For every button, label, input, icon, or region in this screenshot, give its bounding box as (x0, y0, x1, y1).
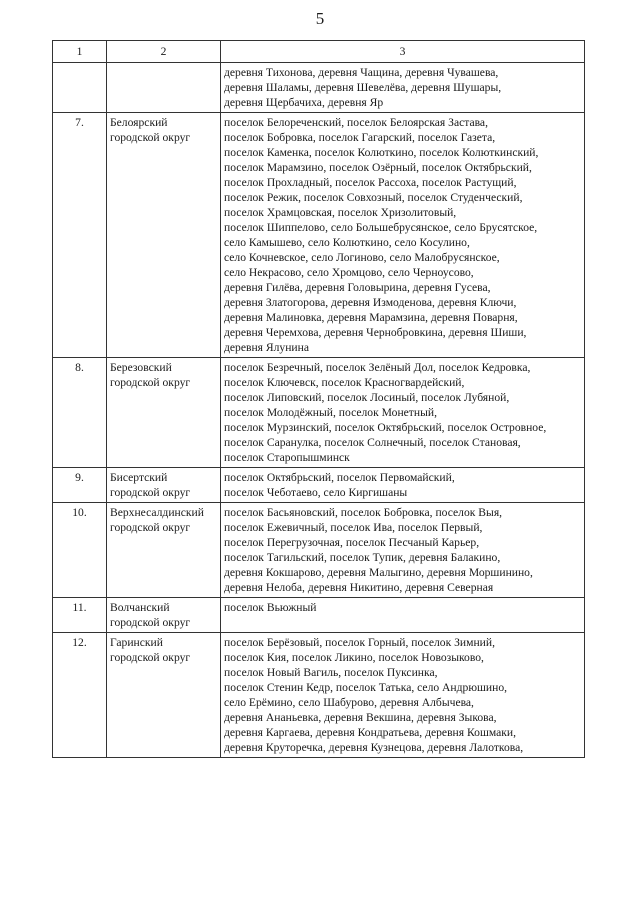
settlements-line: поселок Прохладный, поселок Рассоха, поселок Растущий, (224, 176, 517, 189)
settlements-list (221, 598, 585, 633)
municipality-name-line: городской округ (110, 486, 191, 499)
settlements-list (221, 503, 585, 598)
header-row (53, 41, 585, 63)
settlements-line: поселок Вьюжный (224, 601, 317, 614)
page-number: 5 (315, 9, 325, 28)
settlements-line: поселок Новый Вагиль, поселок Пуксинка, (224, 666, 438, 679)
settlements-line: село Камышево, село Колюткино, село Косулино, (224, 236, 470, 249)
municipality-name (107, 358, 221, 468)
settlements-line: поселок Марамзино, поселок Озёрный, поселок Октябрьский, (224, 161, 532, 174)
table-row (53, 598, 585, 633)
settlements-line: поселок Кия, поселок Ликино, поселок Новозыково, (224, 651, 484, 664)
settlements-line: поселок Берёзовый, поселок Горный, поселок Зимний, (224, 636, 495, 649)
settlements-list (221, 63, 585, 113)
municipality-name-line: Волчанский (110, 601, 170, 614)
settlements-line: поселок Ключевск, поселок Красногвардейский, (224, 376, 465, 389)
settlements-line: деревня Златогорова, деревня Измоденова, деревня Ключи, (224, 296, 517, 309)
settlements-line: деревня Шаламы, деревня Шевелёва, деревня Шушары, (224, 81, 502, 94)
settlements-line: поселок Мурзинский, поселок Октябрьский, поселок Островное, (224, 421, 547, 434)
row-number: 12. (53, 633, 107, 758)
table-row (53, 503, 585, 598)
settlements-line: поселок Липовский, поселок Лосиный, поселок Лубяной, (224, 391, 510, 404)
settlements-table (52, 40, 585, 758)
settlements-line: поселок Храмцовская, поселок Хризолитовый, (224, 206, 457, 219)
municipality-name (107, 633, 221, 758)
settlements-list (221, 358, 585, 468)
municipality-name (107, 63, 221, 113)
municipality-name (107, 468, 221, 503)
settlements-line: поселок Ежевичный, поселок Ива, поселок Первый, (224, 521, 483, 534)
municipality-name-line: Белоярский (110, 116, 168, 129)
row-number: 8. (53, 358, 107, 468)
header-col-2: 2 (107, 41, 221, 63)
header-col-1: 1 (53, 41, 107, 63)
settlements-line: поселок Режик, поселок Совхозный, поселок Студенческий, (224, 191, 523, 204)
municipality-name-line: Березовский (110, 361, 172, 374)
settlements-line: деревня Нелоба, деревня Никитино, деревня Северная (224, 581, 494, 594)
settlements-line: село Ерёмино, село Шабурово, деревня Албычева, (224, 696, 474, 709)
municipality-name-line: городской округ (110, 521, 191, 534)
settlements-list (221, 113, 585, 358)
settlements-line: поселок Басьяновский, поселок Бобровка, поселок Выя, (224, 506, 503, 519)
settlements-line: поселок Бобровка, поселок Гагарский, поселок Газета, (224, 131, 496, 144)
settlements-line: поселок Тагильский, поселок Тупик, деревня Балакино, (224, 551, 501, 564)
municipality-name (107, 598, 221, 633)
settlements-line: поселок Октябрьский, поселок Первомайский, (224, 471, 455, 484)
settlements-line: поселок Безречный, поселок Зелёный Дол, поселок Кедровка, (224, 361, 531, 374)
settlements-line: поселок Шиппелово, село Большебрусянское, село Брусятское, (224, 221, 538, 234)
settlements-line: поселок Саранулка, поселок Солнечный, поселок Становая, (224, 436, 521, 449)
settlements-line: поселок Стенин Кедр, поселок Татька, село Андрюшино, (224, 681, 508, 694)
municipality-name (107, 113, 221, 358)
settlements-line: деревня Черемхова, деревня Чернобровкина, деревня Шиши, (224, 326, 527, 339)
table-row (53, 633, 585, 758)
municipality-name-line: Верхнесалдинский (110, 506, 204, 519)
settlements-list (221, 633, 585, 758)
settlements-line: деревня Малиновка, деревня Марамзина, деревня Поварня, (224, 311, 518, 324)
municipality-name-line: городской округ (110, 616, 191, 629)
settlements-line: деревня Щербачиха, деревня Яр (224, 96, 384, 109)
settlements-line: деревня Круторечка, деревня Кузнецова, деревня Лалоткова, (224, 741, 524, 754)
settlements-line: деревня Тихонова, деревня Чащина, деревня Чувашева, (224, 66, 499, 79)
table-row (53, 63, 585, 113)
settlements-line: поселок Белореченский, поселок Белоярская Застава, (224, 116, 488, 129)
municipality-name-line: городской округ (110, 376, 191, 389)
municipality-name (107, 503, 221, 598)
municipality-name-line: городской округ (110, 651, 191, 664)
municipality-name-line: Гаринский (110, 636, 163, 649)
settlements-list (221, 468, 585, 503)
settlements-line: деревня Гилёва, деревня Головырина, деревня Гусева, (224, 281, 491, 294)
settlements-line: поселок Старопышминск (224, 451, 350, 464)
settlements-line: село Кочневское, село Логиново, село Малобрусянское, (224, 251, 500, 264)
table-row (53, 468, 585, 503)
table-body (53, 63, 585, 758)
row-number (53, 63, 107, 113)
settlements-line: поселок Каменка, поселок Колюткино, поселок Колюткинский, (224, 146, 539, 159)
settlements-line: деревня Кокшарово, деревня Малыгино, деревня Моршинино, (224, 566, 533, 579)
header-col-3: 3 (221, 41, 585, 63)
settlements-line: деревня Ялунина (224, 341, 309, 354)
row-number: 7. (53, 113, 107, 358)
settlements-line: поселок Молодёжный, поселок Монетный, (224, 406, 437, 419)
settlements-line: село Некрасово, село Хромцово, село Черноусово, (224, 266, 474, 279)
settlements-line: поселок Перегрузочная, поселок Песчаный Карьер, (224, 536, 480, 549)
settlements-line: поселок Чеботаево, село Киргишаны (224, 486, 408, 499)
row-number: 9. (53, 468, 107, 503)
row-number: 11. (53, 598, 107, 633)
municipality-name-line: городской округ (110, 131, 191, 144)
municipality-name-line: Бисертский (110, 471, 168, 484)
table-row (53, 358, 585, 468)
settlements-line: деревня Ананьевка, деревня Векшина, деревня Зыкова, (224, 711, 497, 724)
settlements-line: деревня Каргаева, деревня Кондратьева, деревня Кошмаки, (224, 726, 517, 739)
table-row (53, 113, 585, 358)
row-number: 10. (53, 503, 107, 598)
